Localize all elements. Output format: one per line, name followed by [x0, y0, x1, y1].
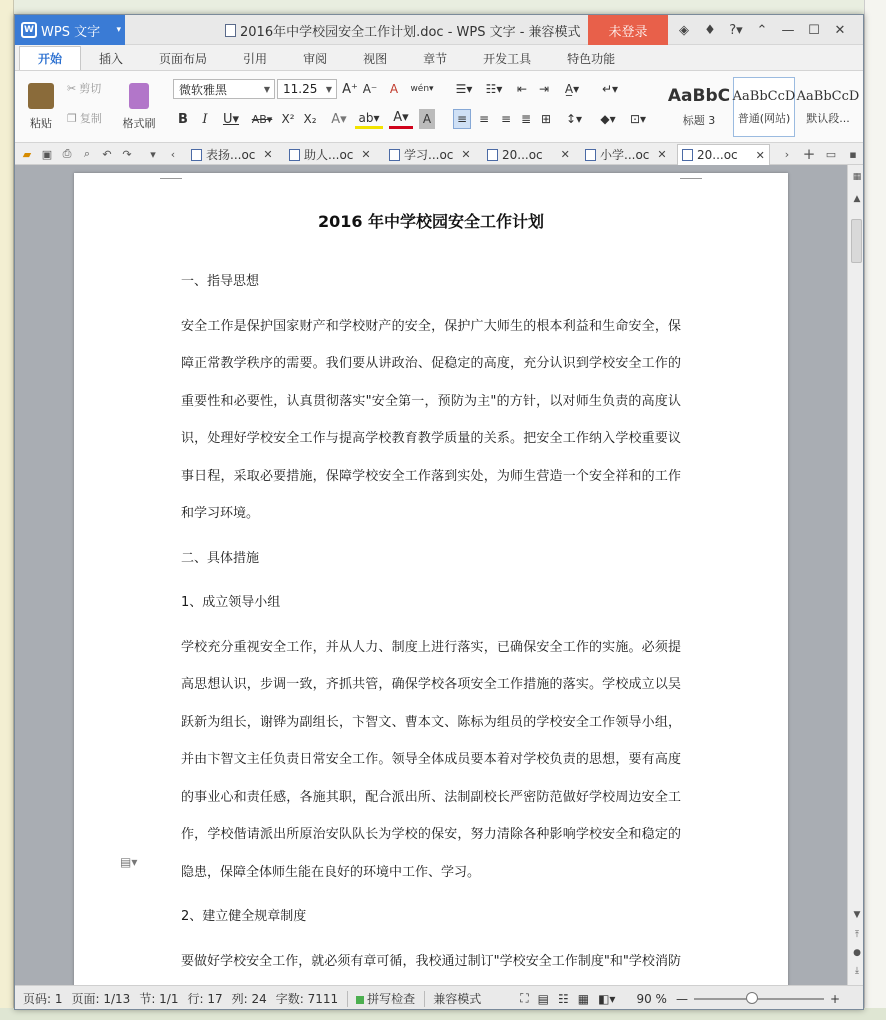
- cloud-icon[interactable]: ◈: [679, 22, 689, 38]
- status-page-number[interactable]: 页码: 1: [23, 992, 63, 1006]
- clear-format-icon[interactable]: A: [389, 82, 399, 96]
- wps-window: [14, 14, 864, 1010]
- login-button[interactable]: 未登录: [588, 15, 668, 45]
- chinese-layout-icon[interactable]: A̲▾: [564, 82, 580, 96]
- tabs-scroll-left-icon[interactable]: ‹: [170, 147, 176, 161]
- style-heading3[interactable]: AaBbC 标题 3: [667, 86, 731, 127]
- web-view-icon[interactable]: ▦: [577, 991, 590, 1006]
- close-icon[interactable]: ✕: [834, 22, 846, 38]
- scrollbar-settings-icon[interactable]: ▦: [852, 172, 862, 182]
- tab-special[interactable]: 特色功能: [567, 51, 616, 66]
- window-title: [225, 21, 581, 40]
- chevron-down-icon: ▾: [116, 25, 121, 35]
- tab-view[interactable]: 视图: [363, 51, 388, 66]
- document-icon: [289, 149, 300, 161]
- tab-developer[interactable]: 开发工具: [483, 51, 532, 66]
- divider: [424, 991, 425, 1007]
- doc-tab-5[interactable]: 小学...oc ✕: [581, 144, 671, 165]
- align-center-icon[interactable]: ≡: [478, 112, 490, 126]
- highlight-icon[interactable]: ab▾: [355, 109, 383, 129]
- collapse-ribbon-icon[interactable]: ⌃: [756, 22, 768, 38]
- document-tabs-bar: [15, 143, 863, 165]
- save-icon[interactable]: ▣: [41, 147, 53, 161]
- phonetic-guide-icon[interactable]: wén▾: [410, 84, 434, 94]
- tab-review[interactable]: 审阅: [303, 51, 328, 66]
- close-tab-icon[interactable]: ✕: [560, 148, 570, 161]
- numbered-list-icon[interactable]: ☷▾: [485, 82, 503, 96]
- close-tab-icon[interactable]: ✕: [657, 148, 667, 161]
- doc-tab-1[interactable]: 表扬...oc ✕: [187, 144, 277, 165]
- document-body[interactable]: [181, 263, 681, 985]
- divider: [347, 991, 348, 1007]
- document-canvas[interactable]: [15, 165, 847, 985]
- increase-indent-icon[interactable]: ⇥: [538, 82, 550, 96]
- document-icon: [487, 149, 498, 161]
- status-word-count[interactable]: 字数: 7111: [275, 992, 339, 1006]
- font-color-icon[interactable]: A▾: [389, 109, 413, 129]
- superscript-icon[interactable]: X²: [281, 112, 295, 126]
- window-mode-icon[interactable]: ▪: [849, 147, 857, 161]
- bullet-list-icon[interactable]: ☰▾: [455, 82, 473, 96]
- vertical-scrollbar[interactable]: [847, 165, 864, 985]
- document-icon: [191, 149, 202, 161]
- status-row[interactable]: 行: 17: [187, 992, 223, 1006]
- tab-home[interactable]: 开始: [19, 46, 81, 70]
- format-painter-button[interactable]: 格式刷: [119, 77, 159, 137]
- reading-mode-icon[interactable]: ◧▾: [598, 991, 616, 1006]
- distributed-icon[interactable]: ⊞: [540, 112, 552, 126]
- scissors-icon: ✂: [67, 81, 77, 95]
- heading-specific-measures[interactable]: 二、具体措施: [181, 550, 260, 566]
- crop-mark: [680, 173, 702, 179]
- print-preview-icon[interactable]: ⌕: [83, 147, 91, 160]
- scroll-down-icon[interactable]: ▼: [853, 910, 861, 920]
- align-left-icon[interactable]: ≡: [453, 109, 471, 129]
- scrollbar-thumb[interactable]: [851, 219, 862, 263]
- document-icon: [389, 149, 400, 161]
- document-icon: [225, 24, 236, 37]
- shrink-font-icon[interactable]: A⁻: [362, 82, 378, 96]
- app-menu-button[interactable]: [15, 15, 125, 45]
- underline-icon[interactable]: U▾: [222, 111, 240, 127]
- align-right-icon[interactable]: ≡: [500, 112, 512, 126]
- desktop-background-left: [0, 0, 14, 1020]
- minimize-icon[interactable]: —: [781, 22, 795, 38]
- heading-guiding-ideas[interactable]: 一、指导思想: [181, 274, 260, 289]
- tab-references[interactable]: 引用: [243, 51, 268, 66]
- redo-icon[interactable]: ↷: [122, 147, 132, 161]
- paragraph[interactable]: 安全工作是保护国家财产和学校财产的安全，保护广大师生的根本利益和生命安全，保障正常教学秩序的需要。我们要从讲政治、促稳定的高度，充分认识到学校安全工作的重要性和必要性，认真贯彻落实"安全第一，预防为主"的方针，以对师生负责的高度认识，处理好学校安全工作与提高学校教育教学质量的关系。把安全工作纳入学校重要议事日程，采取必要措施，保障学校安全工作落到实处，为师生营造一个安全祥和的工作和学习环境。: [181, 318, 681, 521]
- zoom-slider-handle[interactable]: [746, 992, 758, 1004]
- strikethrough-icon[interactable]: AB▾: [251, 112, 273, 126]
- document-title[interactable]: 2016 年中学校园安全工作计划: [317, 212, 545, 231]
- page-view-icon[interactable]: ▤: [537, 991, 549, 1006]
- style-normal-web[interactable]: AaBbCcD 普通(网站): [733, 77, 795, 137]
- window-title-text: 2016年中学校园安全工作计划.doc - WPS 文字 - 兼容模式: [240, 25, 581, 40]
- show-marks-icon[interactable]: ↵▾: [601, 82, 619, 96]
- print-icon[interactable]: ⎙: [62, 147, 72, 160]
- tab-insert[interactable]: 插入: [99, 51, 124, 66]
- doc-tab-6-active[interactable]: 20...oc ✕: [677, 144, 770, 165]
- quick-access-dropdown-icon[interactable]: ▾: [150, 147, 156, 161]
- decrease-indent-icon[interactable]: ⇤: [516, 82, 528, 96]
- spell-check-icon: [356, 996, 364, 1004]
- tabs-scroll-right-icon[interactable]: ›: [784, 147, 790, 161]
- outline-view-icon[interactable]: ☷: [557, 991, 569, 1006]
- paste-button[interactable]: 粘贴: [23, 77, 59, 137]
- menu-tabs: [15, 45, 863, 71]
- close-tab-icon[interactable]: ✕: [361, 148, 371, 161]
- full-screen-view-icon[interactable]: ⛶: [520, 991, 529, 1005]
- subheading-rules[interactable]: 2、建立健全规章制度: [181, 909, 307, 924]
- spell-check-toggle[interactable]: 拼写检查: [356, 990, 415, 1007]
- doc-tab-4[interactable]: 20...oc ✕: [483, 144, 574, 165]
- zoom-level[interactable]: 90 %: [636, 991, 667, 1006]
- chevron-down-icon: ▼: [263, 84, 271, 94]
- italic-icon[interactable]: I: [202, 111, 208, 127]
- status-column[interactable]: 列: 24: [231, 992, 267, 1006]
- wps-logo-icon: W: [21, 22, 37, 38]
- select-browse-object-icon[interactable]: ●: [853, 948, 861, 958]
- paragraph[interactable]: 要做好学校安全工作，就必须有章可循，我校通过制订"学校安全工作制度"和"学校消防: [181, 953, 681, 969]
- chevron-down-icon: ▼: [325, 84, 333, 94]
- tab-chapter[interactable]: 章节: [423, 51, 448, 66]
- crop-mark: [160, 173, 182, 179]
- new-tab-icon[interactable]: +: [802, 145, 816, 163]
- skin-icon[interactable]: ♦: [704, 22, 716, 38]
- shading-icon[interactable]: ◆▾: [600, 112, 616, 126]
- doc-tab-3[interactable]: 学习...oc ✕: [385, 144, 475, 165]
- justify-icon[interactable]: ≣: [520, 112, 532, 126]
- brush-icon: [129, 83, 149, 109]
- document-page[interactable]: [74, 173, 788, 985]
- borders-icon[interactable]: ⊡▾: [629, 112, 647, 126]
- paragraph-layout-icon[interactable]: ▤▾: [120, 855, 138, 869]
- line-spacing-icon[interactable]: ↕▾: [565, 112, 583, 126]
- status-bar: [15, 985, 863, 1010]
- ribbon: [15, 71, 863, 143]
- paragraph[interactable]: 学校充分重视安全工作，并从人力、制度上进行落实，已确保安全工作的实施。必须提高思想认识，步调一致，齐抓共管，确保学校各项安全工作措施的落实。学校成立以吴跃新为组长，谢铧为副组长，卞智文、曹本文、陈标为组员的学校安全工作领导小组，并由卞智文主任负责日常安全工作。领导全体成员要本着对学校负责的思想，要有高度的事业心和责任感，各施其职，配合派出所、法制副校长严密防范做好学校周边安全工作，学校偕请派出所原治安队队长为学校的保安，努力清除各种影响学校安全和稳定的隐患，保障全体师生能在良好的环境中工作、学习。: [181, 639, 681, 880]
- paste-icon: [28, 83, 54, 109]
- close-tab-icon[interactable]: ✕: [461, 148, 471, 161]
- document-icon: [585, 149, 596, 161]
- open-folder-icon[interactable]: ▰: [22, 147, 32, 161]
- status-section[interactable]: 节: 1/1: [139, 992, 179, 1006]
- undo-icon[interactable]: ↶: [102, 147, 112, 161]
- zoom-out-icon[interactable]: —: [675, 991, 688, 1006]
- close-tab-icon[interactable]: ✕: [755, 148, 765, 162]
- status-pages[interactable]: 页面: 1/13: [71, 992, 131, 1006]
- style-default-paragraph[interactable]: AaBbCcD 默认段...: [796, 88, 860, 125]
- compat-mode-label: 兼容模式: [433, 992, 482, 1006]
- app-name: WPS 文字: [41, 24, 101, 40]
- zoom-slider[interactable]: [694, 998, 824, 1000]
- next-page-icon[interactable]: ⤓: [855, 966, 859, 976]
- copy-button[interactable]: ❐ 复制: [67, 111, 102, 125]
- tab-page-layout[interactable]: 页面布局: [159, 51, 208, 66]
- document-icon: [682, 149, 693, 161]
- help-icon[interactable]: ?▾: [729, 22, 743, 38]
- close-tab-icon[interactable]: ✕: [263, 148, 273, 161]
- scroll-up-icon[interactable]: ▲: [853, 194, 861, 204]
- cut-button[interactable]: ✂ 剪切: [67, 81, 102, 95]
- copy-icon: ❐: [67, 111, 77, 125]
- tab-list-icon[interactable]: ▭: [825, 147, 837, 161]
- subscript-icon[interactable]: X₂: [303, 112, 317, 126]
- desktop-background-right: [864, 0, 886, 1020]
- char-shading-icon[interactable]: A: [419, 109, 435, 129]
- doc-tab-2[interactable]: 助人...oc ✕: [285, 144, 375, 165]
- font-size-select[interactable]: 11.25 ▼: [277, 79, 337, 99]
- maximize-icon[interactable]: ☐: [808, 22, 820, 38]
- text-effect-icon[interactable]: A▾: [331, 111, 347, 127]
- previous-page-icon[interactable]: ⤒: [855, 930, 859, 940]
- bold-icon[interactable]: B: [178, 111, 188, 127]
- subheading-leadership-group[interactable]: 1、成立领导小组: [181, 595, 281, 610]
- grow-font-icon[interactable]: A⁺: [342, 81, 358, 97]
- font-name-select[interactable]: 微软雅黑 ▼: [173, 79, 275, 99]
- zoom-in-icon[interactable]: +: [829, 991, 840, 1006]
- title-bar: [15, 15, 863, 45]
- title-bar-controls: [673, 19, 851, 41]
